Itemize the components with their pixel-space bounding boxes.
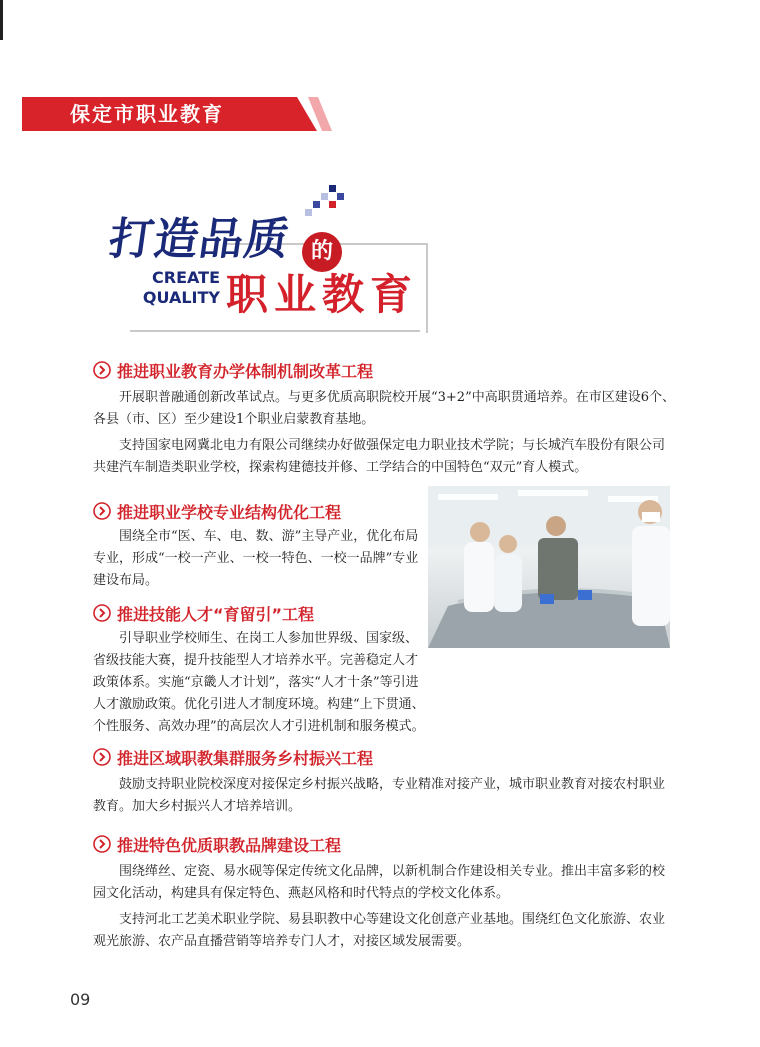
section-title: 推进职业学校专业结构优化工程 bbox=[117, 502, 342, 522]
crop-mark bbox=[0, 0, 3, 40]
title-de-badge: 的 bbox=[302, 232, 342, 272]
chevron-right-icon bbox=[93, 835, 111, 853]
title-en-line1: CREATE bbox=[152, 268, 220, 287]
title-en-line2: QUALITY bbox=[142, 288, 220, 307]
section-paragraph: 支持国家电网冀北电力有限公司继续办好做强保定电力职业技术学院；与长城汽车股份有限公司共建汽车制造类职业学校，探索构建德技并修、工学结合的中国特色“双元”育人模式。 bbox=[93, 438, 666, 475]
section-title: 推进技能人才“育留引”工程 bbox=[117, 604, 315, 624]
section-1 bbox=[93, 357, 675, 479]
section-paragraph: 围绕缂丝、定瓷、易水砚等保定传统文化品牌，以新机制合作建设相关专业。推出丰富多彩的校园文化活动，构建具有保定特色、燕赵风格和时代特点的学校文化体系。 bbox=[93, 864, 666, 901]
header-banner bbox=[22, 97, 332, 131]
title-line2: 职业教育 bbox=[226, 270, 419, 319]
page-number: 09 bbox=[70, 990, 91, 1009]
title-line1: 打造品质 bbox=[105, 214, 293, 265]
banner-title: 保定市职业教育 bbox=[70, 102, 224, 126]
section-title: 推进特色优质职教品牌建设工程 bbox=[117, 835, 342, 855]
section-paragraph: 围绕全市“医、车、电、数、游”主导产业，优化布局专业，形成“一校一产业、一校一特色、一校一品牌”专业建设布局。 bbox=[93, 529, 419, 588]
pixel-decoration bbox=[305, 185, 345, 215]
section-paragraph: 引导职业学校师生、在岗工人参加世界级、国家级、省级技能大赛，提升技能型人才培养水平。完善稳定人才政策体系。实施“京畿人才计划”，落实“人才十条”等引进人才激励政策。优化引进人才制度环境。构建“上下贯通、个性服务、高效办理”的高层次人才引进机制和服务模式。 bbox=[93, 631, 425, 734]
section-2 bbox=[93, 498, 423, 592]
section-header bbox=[93, 744, 675, 770]
section-header bbox=[93, 357, 675, 383]
section-4 bbox=[93, 744, 675, 818]
section-wrap bbox=[93, 628, 425, 738]
section-paragraph: 开展职普融通创新改革试点。与更多优质高职院校开展“3+2”中高职贯通培养。在市区建设6个、各县（市、区）至少建设1个职业启蒙教育基地。 bbox=[93, 390, 675, 427]
section-3 bbox=[93, 600, 675, 738]
chevron-right-icon bbox=[93, 502, 111, 520]
section-title: 推进区域职教集群服务乡村振兴工程 bbox=[117, 748, 374, 768]
section-paragraph: 支持河北工艺美术职业学院、易县职教中心等建设文化创意产业基地。围绕红色文化旅游、农业观光旅游、农产品直播营销等培养专门人才，对接区域发展需要。 bbox=[93, 912, 666, 949]
title-english bbox=[134, 268, 220, 308]
section-header bbox=[93, 831, 675, 857]
chevron-right-icon bbox=[93, 604, 111, 622]
section-title: 推进职业教育办学体制机制改革工程 bbox=[117, 361, 374, 381]
chevron-right-icon bbox=[93, 748, 111, 766]
section-paragraph: 鼓励支持职业院校深度对接保定乡村振兴战略，专业精准对接产业，城市职业教育对接农村职业教育。加大乡村振兴人才培养培训。 bbox=[93, 777, 666, 814]
section-header bbox=[93, 600, 675, 626]
section-5 bbox=[93, 831, 675, 953]
chevron-right-icon bbox=[93, 361, 111, 379]
section-header bbox=[93, 498, 423, 524]
